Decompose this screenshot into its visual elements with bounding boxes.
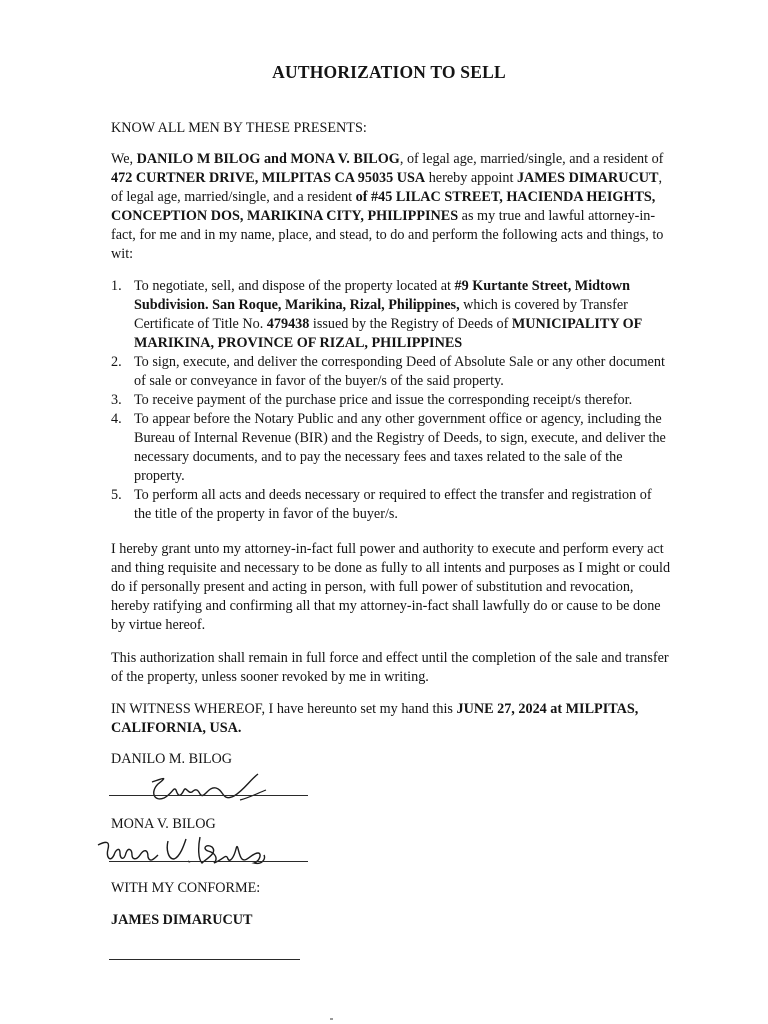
list-item (111, 391, 667, 410)
act-1-text-3: issued by the Registry of Deeds of (309, 316, 512, 332)
list-item-text: To appear before the Notary Public and any other government office or agency, including the Bureau of Internal Revenue (BIR) and the Registry of Deeds, to sign, execute, and deliver the necessary documents, and to pay the necessary fees and taxes related to the sale of the property. (134, 411, 666, 484)
know-all-men-heading: KNOW ALL MEN BY THESE PRESENTS: (111, 120, 367, 136)
list-item (111, 353, 667, 391)
signature-line-attorney (109, 959, 300, 960)
attorney-signatory-name: JAMES DIMARUCUT (111, 912, 253, 928)
act-1-text-2: which is covered by Transfer Certificate of Title No. (134, 297, 628, 332)
intro-text-2: , of legal age, married/single, and a resident of (399, 151, 664, 167)
acts-list (111, 277, 667, 524)
signatory-name-second: MONA V. BILOG (111, 816, 216, 832)
list-item (111, 410, 667, 486)
list-item-number: 4. (111, 411, 122, 427)
intro-text-4: , of legal age, married/single, and a resident (111, 170, 662, 205)
in-witness-paragraph (111, 700, 671, 738)
force-and-effect-paragraph: This authorization shall remain in full force and effect until the completion of the sale and transfer of the property, unless sooner revoked by me in writing. (111, 650, 669, 685)
list-item-number: 3. (111, 392, 122, 408)
signature-line-first (109, 795, 308, 796)
attorney-name: JAMES DIMARUCUT (516, 170, 659, 186)
act-1-text-1: To negotiate, sell, and dispose of the property located at (134, 278, 455, 294)
grantor-address: 472 CURTNER DRIVE, MILPITAS CA 95035 USA (111, 170, 426, 186)
registry-of-deeds: MUNICIPALITY OF MARIKINA, PROVINCE OF RIZAL, PHILIPPINES (134, 316, 642, 351)
intro-text-5: as my true and lawful attorney-in-fact, for me and in my name, place, and stead, to do and perform the following acts and things, to wit: (111, 208, 664, 262)
signature-line-second (109, 861, 308, 862)
property-address: #9 Kurtante Street, Midtown Subdivision. San Roque, Marikina, Rizal, Philippines, (134, 278, 630, 313)
list-item-text: To receive payment of the purchase price and issue the corresponding receipt/s therefor. (134, 392, 633, 408)
witness-date-place: JUNE 27, 2024 at MILPITAS, CALIFORNIA, USA. (111, 701, 639, 736)
list-item-number: 5. (111, 487, 122, 503)
list-item (111, 486, 667, 524)
intro-text-1: We, (111, 151, 137, 167)
list-item-number: 1. (111, 278, 122, 294)
intro-text-3: hereby appoint (425, 170, 517, 186)
list-item-text: To sign, execute, and deliver the corresponding Deed of Absolute Sale or any other document of sale or conveyance in favor of the buyer/s of the said property. (134, 354, 665, 389)
tct-number: 479438 (266, 316, 310, 332)
scan-speck (330, 1018, 333, 1020)
signature-first (144, 768, 274, 808)
intro-paragraph (111, 150, 671, 264)
grantor-names: DANILO M BILOG and MONA V. BILOG (136, 151, 400, 167)
list-item (111, 277, 667, 353)
list-item-text: To perform all acts and deeds necessary or required to effect the transfer and registration of the title of the property in favor of the buyer/s. (134, 487, 652, 522)
witness-text: IN WITNESS WHEREOF, I have hereunto set my hand this (111, 701, 457, 717)
signature-second (94, 829, 269, 873)
signatory-name-first: DANILO M. BILOG (111, 751, 232, 767)
document-title: AUTHORIZATION TO SELL (272, 62, 506, 82)
list-item-number: 2. (111, 354, 122, 370)
grant-of-authority-paragraph: I hereby grant unto my attorney-in-fact full power and authority to execute and perform every act and thing requisite and necessary to be done as fully to all intents and purposes as I might or could do if personally present and acting in person, with full power of substitution and revocation, hereby ratifying and confirming all that my attorney-in-fact shall lawfully do or cause to be done by virtue hereof. (111, 541, 671, 633)
attorney-address: of #45 LILAC STREET, HACIENDA HEIGHTS, CONCEPTION DOS, MARIKINA CITY, PHILIPPINES (111, 189, 656, 224)
conforme-label: WITH MY CONFORME: (111, 880, 261, 896)
